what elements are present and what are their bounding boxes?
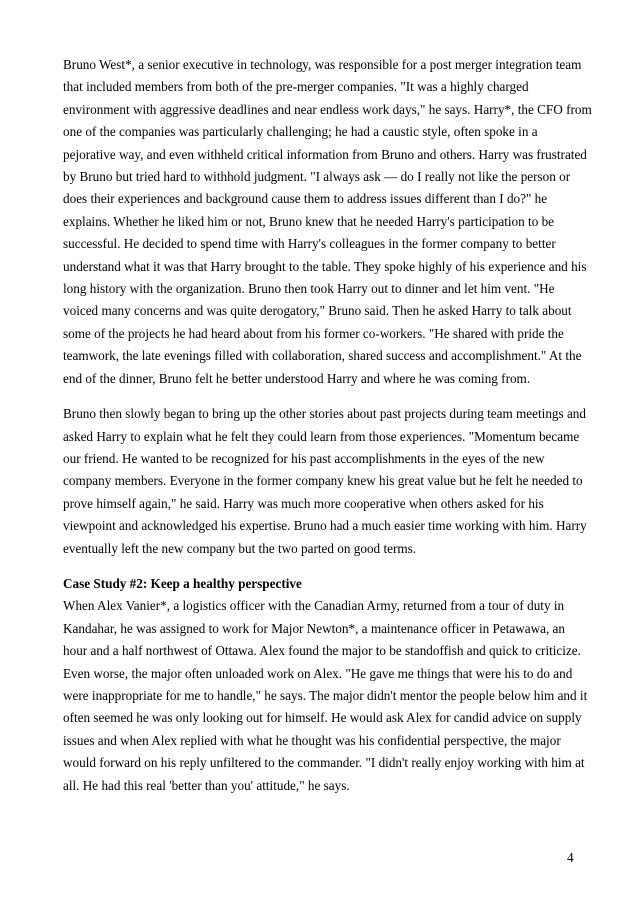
text-line: environment with aggressive deadlines and near endless work days," he says. Harry*, the CFO from	[63, 101, 592, 117]
text-line: company members. Everyone in the former company knew his great value but he felt he needed to	[63, 473, 583, 489]
text-line: were inappropriate for me to handle," he says. The major didn't mentor the people below him and it	[63, 687, 588, 703]
text-line: successful. He decided to spend time with Harry's colleagues in the former company to better	[63, 236, 556, 252]
section-heading: Case Study #2: Keep a healthy perspective	[63, 575, 302, 591]
text-line: all. He had this real 'better than you' attitude," he says.	[63, 777, 350, 793]
text-line: some of the projects he had heard about from his former co-workers. "He shared with pride the	[63, 325, 564, 341]
text-line: that included members from both of the pre-merger companies. "It was a highly charged	[63, 79, 529, 95]
text-line: explains. Whether he liked him or not, Bruno knew that he needed Harry's participation to be	[63, 213, 555, 229]
text-line: Kandahar, he was assigned to work for Major Newton*, a maintenance officer in Petawawa, an	[63, 620, 566, 636]
text-line: Bruno West*, a senior executive in technology, was responsible for a post merger integration team	[63, 57, 582, 72]
paragraph-1	[63, 54, 592, 390]
text-line: often seemed he was only looking out for himself. He would ask Alex for candid advice on supply	[63, 710, 582, 726]
text-line: asked Harry to explain what he felt they could learn from those experiences. "Momentum became	[63, 428, 580, 444]
case-study-section	[63, 573, 588, 797]
text-line: Even worse, the major often unloaded work on Alex. "He gave me things that were his to do and	[63, 665, 573, 681]
text-line: pejorative way, and even withheld critical information from Bruno and others. Harry was frustrated	[63, 146, 587, 162]
text-line: Bruno then slowly began to bring up the other stories about past projects during team meetings and	[63, 406, 586, 422]
text-line: issues and when Alex replied with what he thought was his confidential perspective, the major	[63, 732, 561, 748]
text-line: eventually left the new company but the two parted on good terms.	[63, 540, 417, 556]
page-number: 4	[567, 850, 574, 865]
text-line: our friend. He wanted to be recognized for his past accomplishments in the eyes of the new	[63, 450, 545, 466]
text-line: would forward on his reply unfiltered to the commander. "I didn't really enjoy working with him at	[63, 755, 585, 771]
text-line: teamwork, the late evenings filled with collaboration, shared success and accomplishment." At the	[63, 348, 582, 364]
text-line: understand what it was that Harry brought to the table. They spoke highly of his experience and his	[63, 258, 587, 274]
text-line: voiced many concerns and was quite derogatory," Bruno said. Then he asked Harry to talk about	[63, 303, 572, 319]
text-line: one of the companies was particularly challenging; he had a caustic style, often spoke in a	[63, 124, 538, 140]
text-line: by Bruno but tried hard to withhold judgment. "I always ask — do I really not like the person or	[63, 169, 571, 185]
text-line: prove himself again," he said. Harry was much more cooperative when others asked for his	[63, 495, 544, 511]
text-line: hour and a half northwest of Ottawa. Alex found the major to be standoffish and quick to criticize.	[63, 643, 581, 659]
body-text	[63, 54, 592, 797]
text-line: end of the dinner, Bruno felt he better understood Harry and where he was coming from.	[63, 370, 531, 386]
text-line: does their experiences and background cause them to address issues different than I do?" he	[63, 191, 548, 207]
text-line: viewpoint and acknowledged his expertise. Bruno had a much easier time working with him. Harry	[63, 518, 587, 534]
text-line: long history with the organization. Bruno then took Harry out to dinner and let him vent. "He	[63, 281, 555, 297]
paragraph-2	[63, 403, 587, 560]
text-line: When Alex Vanier*, a logistics officer with the Canadian Army, returned from a tour of duty in	[63, 598, 565, 614]
